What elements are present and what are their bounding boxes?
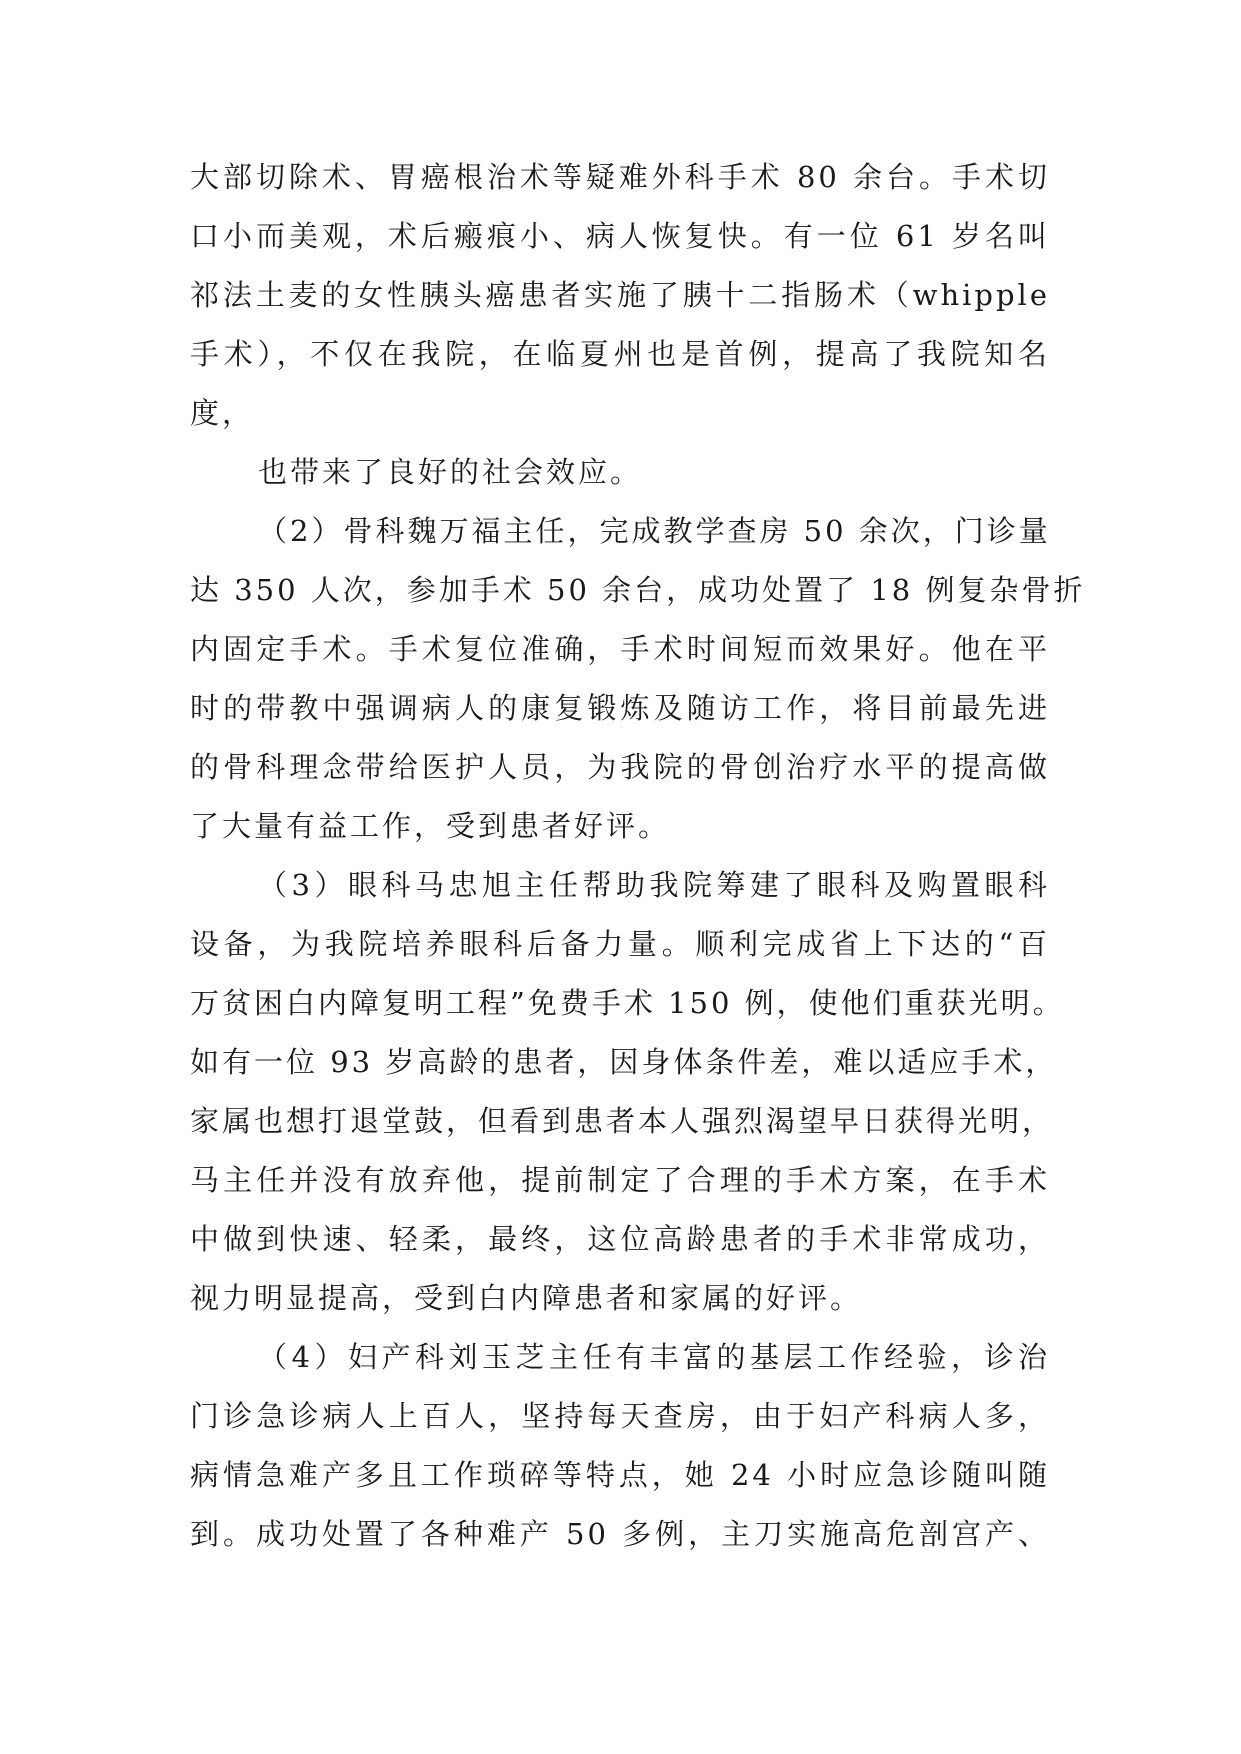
text-line: 内固定手术。手术复位准确，手术时间短而效果好。他在平 — [190, 632, 1050, 666]
text-line: 达 350 人次，参加手术 50 余台，成功处置了 18 例复杂骨折 — [190, 573, 1086, 607]
paragraph-first-line: （2）骨科魏万福主任，完成教学查房 50 余次，门诊量 — [258, 514, 1051, 548]
text-line: 的骨科理念带给医护人员，为我院的骨创治疗水平的提高做 — [190, 750, 1050, 784]
paragraph-first-line: （4）妇产科刘玉芝主任有丰富的基层工作经验，诊治 — [258, 1340, 1050, 1374]
paragraph-first-line: （3）眼科马忠旭主任帮助我院筹建了眼科及购置眼科 — [258, 868, 1050, 902]
text-line: 视力明显提高，受到白内障患者和家属的好评。 — [190, 1281, 863, 1315]
text-line: 马主任并没有放弃他，提前制定了合理的手术方案，在手术 — [190, 1163, 1050, 1197]
text-line: 如有一位 93 岁高龄的患者，因身体条件差，难以适应手术， — [190, 1045, 1058, 1079]
text-line: 万贫困白内障复明工程”免费手术 150 例，使他们重获光明。 — [190, 986, 1065, 1020]
document-body — [190, 157, 1086, 1573]
text-line: 也带来了良好的社会效应。 — [258, 455, 643, 489]
text-line: 了大量有益工作，受到患者好评。 — [190, 809, 671, 843]
text-line: 口小而美观，术后瘢痕小、病人恢复快。有一位 61 岁名叫 — [190, 219, 1050, 253]
text-line: 中做到快速、轻柔，最终，这位高龄患者的手术非常成功， — [190, 1222, 1050, 1256]
text-line: 家属也想打退堂鼓，但看到患者本人强烈渴望早日获得光明， — [190, 1104, 1055, 1138]
text-line: 祁法土麦的女性胰头癌患者实施了胰十二指肠术（whipple — [190, 278, 1050, 312]
text-line: 设备，为我院培养眼科后备力量。顺利完成省上下达的“百 — [190, 927, 1050, 961]
text-line: 手术），不仅在我院，在临夏州也是首例，提高了我院知名 — [190, 337, 1050, 371]
text-line: 度， — [190, 396, 255, 430]
text-line: 门诊急诊病人上百人，坚持每天查房，由于妇产科病人多， — [190, 1399, 1050, 1433]
text-line: 大部切除术、胃癌根治术等疑难外科手术 80 余台。手术切 — [190, 160, 1050, 194]
text-line: 病情急难产多且工作琐碎等特点，她 24 小时应急诊随叫随 — [190, 1458, 1050, 1492]
text-line: 到。成功处置了各种难产 50 多例，主刀实施高危剖宫产、 — [190, 1517, 1050, 1551]
text-line: 时的带教中强调病人的康复锻炼及随访工作，将目前最先进 — [190, 691, 1050, 725]
